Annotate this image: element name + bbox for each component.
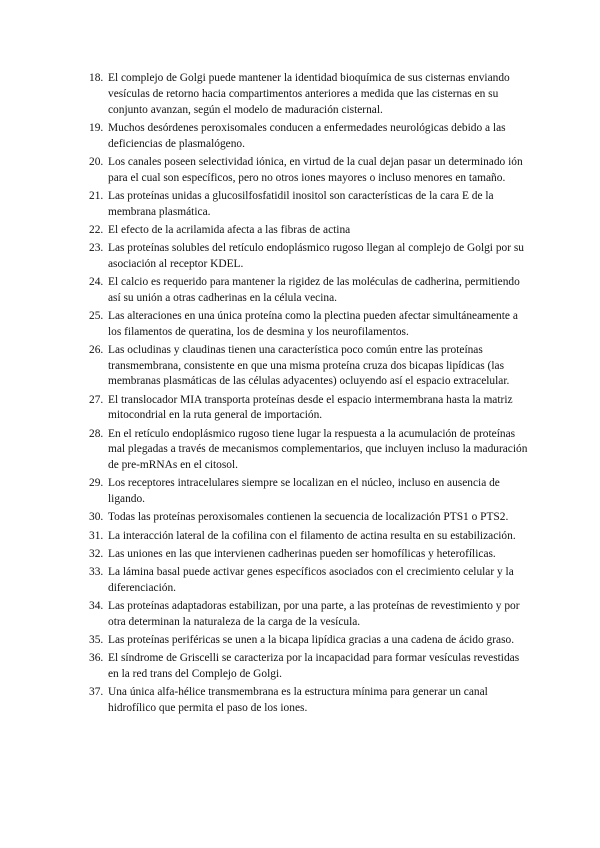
item-number: 30.: [89, 511, 104, 524]
item-number: 37.: [89, 686, 104, 699]
list-item: [89, 275, 531, 307]
list-item: [89, 651, 531, 683]
item-text: El translocador MIA transporta proteínas desde el espacio intermembrana hasta la matriz mitocondrial en la ruta general de importación.: [108, 393, 513, 422]
item-number: 23.: [89, 241, 104, 254]
item-number: 33.: [89, 565, 104, 578]
item-text: Las proteínas periféricas se unen a la bicapa lipídica gracias a una cadena de ácido graso.: [108, 633, 515, 646]
item-text: El complejo de Golgi puede mantener la identidad bioquímica de sus cisternas enviando vesículas de retorno hacia compartimentos anteriores a medida que las cisternas en su conjunto avanzan, según el modelo de maduración cisternal.: [108, 72, 510, 116]
list-item: [89, 241, 531, 273]
item-number: 36.: [89, 652, 104, 665]
list-item: [89, 343, 531, 390]
statement-list: [89, 71, 531, 719]
item-number: 28.: [89, 427, 104, 440]
item-number: 34.: [89, 599, 104, 612]
item-number: 24.: [89, 275, 104, 288]
item-text: Las alteraciones en una única proteína como la plectina pueden afectar simultáneamente a los filamentos de queratina, los de desmina y los neurofilamentos.: [108, 309, 518, 338]
item-number: 21.: [89, 189, 104, 202]
item-text: El síndrome de Griscelli se caracteriza por la incapacidad para formar vesículas revestidas en la red trans del Complejo de Golgi.: [108, 652, 520, 680]
item-number: 31.: [89, 529, 104, 542]
item-number: 29.: [89, 477, 104, 490]
list-item: [89, 510, 531, 526]
item-text: Las proteínas solubles del retículo endoplásmico rugoso llegan al complejo de Golgi por su asociación al receptor KDEL.: [108, 241, 524, 270]
list-item: [89, 155, 531, 187]
item-text: El efecto de la acrilamida afecta a las fibras de actina: [108, 223, 351, 236]
item-number: 26.: [89, 343, 104, 356]
item-text: Los receptores intracelulares siempre se localizan en el núcleo, incluso en ausencia de ligando.: [108, 477, 500, 506]
item-text: Las proteínas adaptadoras estabilizan, por una parte, a las proteínas de revestimiento y por otra determinan la naturaleza de la carga de la vesícula.: [108, 599, 520, 628]
item-text: Los canales poseen selectividad iónica, en virtud de la cual dejan pasar un determinado ión para el cual son específicos, pero no otros iones mayores o incluso menores en tamaño.: [108, 155, 523, 184]
item-text: Las ocludinas y claudinas tienen una característica poco común entre las proteínas transmembrana, consistente en que una misma proteína cruza dos bicapas lipídicas (las membranas plasmáticas de las células adyacentes) ocluyendo así el espacio extracelular.: [108, 343, 510, 388]
list-item: [89, 547, 531, 563]
list-item: [89, 223, 531, 239]
item-text: Las uniones en las que intervienen cadherinas pueden ser homofílicas y heterofílicas.: [108, 547, 496, 560]
item-text: Todas las proteínas peroxisomales contienen la secuencia de localización PTS1 o PTS2.: [108, 511, 509, 524]
list-item: [89, 633, 531, 649]
item-number: 18.: [89, 72, 104, 84]
item-text: En el retículo endoplásmico rugoso tiene lugar la respuesta a la acumulación de proteínas mal plegadas a través de mecanismos complementarios, que incluyen incluso la maduración de pre-mRNAs en el citosol.: [108, 427, 528, 472]
item-number: 35.: [89, 633, 104, 646]
item-number: 32.: [89, 547, 104, 560]
list-item: [89, 71, 531, 118]
list-item: [89, 427, 531, 474]
list-item: [89, 476, 531, 508]
list-item: [89, 393, 531, 425]
list-item: [89, 565, 531, 597]
item-text: Las proteínas unidas a glucosilfosfatidil inositol son características de la cara E de la membrana plasmática.: [108, 189, 494, 218]
list-item: [89, 121, 531, 153]
list-item: [89, 309, 531, 341]
item-text: Una única alfa-hélice transmembrana es la estructura mínima para generar un canal hidrofílico que permita el paso de los iones.: [108, 686, 488, 714]
list-item: [89, 685, 531, 717]
item-text: La interacción lateral de la cofilina con el filamento de actina resulta en su estabilización.: [108, 529, 516, 542]
item-number: 27.: [89, 393, 104, 406]
item-text: Muchos desórdenes peroxisomales conducen a enfermedades neurológicas debido a las deficiencias de plasmalógeno.: [108, 121, 506, 150]
item-text: El calcio es requerido para mantener la rigidez de las moléculas de cadherina, permitiendo así su unión a otras cadherinas en la célula vecina.: [108, 275, 520, 304]
item-number: 22.: [89, 223, 104, 236]
list-item: [89, 529, 531, 545]
list-item: [89, 599, 531, 631]
item-number: 19.: [89, 121, 104, 134]
item-text: La lámina basal puede activar genes específicos asociados con el crecimiento celular y la diferenciación.: [108, 565, 514, 594]
item-number: 20.: [89, 155, 104, 168]
item-number: 25.: [89, 309, 104, 322]
list-item: [89, 189, 531, 221]
